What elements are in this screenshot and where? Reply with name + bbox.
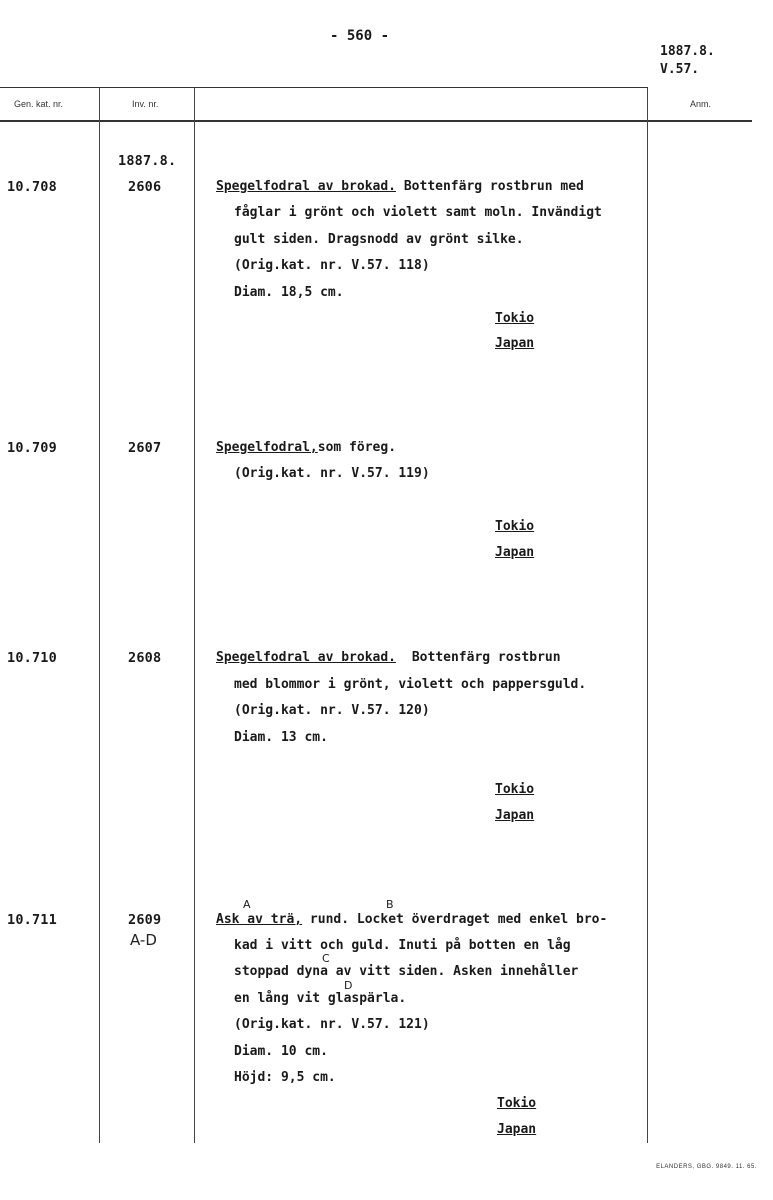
entry-text: Diam. 10 cm. <box>234 1044 328 1059</box>
page-number: - 560 - <box>330 28 390 44</box>
entry-text: (Orig.kat. nr. V.57. 121) <box>234 1017 430 1032</box>
header-bottom-rule <box>0 120 752 122</box>
place-country: Japan <box>495 545 535 560</box>
handwritten-mark: C <box>322 952 330 965</box>
entry-text: stoppad dyna av vitt siden. Asken innehåller <box>234 964 579 979</box>
entry-text: en lång vit glaspärla. <box>234 991 407 1006</box>
entry-text: Höjd: 9,5 cm. <box>234 1070 336 1085</box>
entry-text: med blommor i grönt, violett och pappersguld. <box>234 677 587 692</box>
column-header-inv: Inv. nr. <box>132 99 159 109</box>
entry-title: Spegelfodral av brokad. <box>216 650 397 665</box>
column-rule-1 <box>99 88 100 1143</box>
entry-text: gult siden. Dragsnodd av grönt silke. <box>234 232 524 247</box>
entry-text: Bottenfärg rostbrun med <box>403 179 584 194</box>
printer-imprint: ELANDERS, GBG. 9849. 11. 65. <box>656 1164 757 1170</box>
handwritten-mark: B <box>386 898 394 911</box>
place-country: Japan <box>495 336 535 351</box>
handwritten-mark: D <box>344 979 353 992</box>
group-year: 1887.8. <box>118 153 177 169</box>
reference-year: 1887.8. <box>660 44 715 59</box>
entry-text: (Orig.kat. nr. V.57. 120) <box>234 703 430 718</box>
entry-text: (Orig.kat. nr. V.57. 119) <box>234 466 430 481</box>
place-city: Tokio <box>495 782 535 797</box>
entry-text: som föreg. <box>317 440 397 455</box>
reference-code: V.57. <box>660 62 700 77</box>
gen-number: 10.710 <box>7 650 57 666</box>
place-city: Tokio <box>495 519 535 534</box>
entry-text: Diam. 13 cm. <box>234 730 328 745</box>
gen-number: 10.708 <box>7 179 57 195</box>
place-city: Tokio <box>495 311 535 326</box>
gen-number: 10.709 <box>7 440 57 456</box>
entry-title: Ask av trä, <box>216 912 303 927</box>
place-city: Tokio <box>497 1096 537 1111</box>
place-country: Japan <box>497 1122 537 1137</box>
inv-number: 2606 <box>128 179 162 195</box>
entry-text: (Orig.kat. nr. V.57. 118) <box>234 258 430 273</box>
entry-title: Spegelfodral av brokad. <box>216 179 397 194</box>
header-top-rule <box>0 87 648 88</box>
column-header-gen: Gen. kat. nr. <box>14 99 64 109</box>
column-header-anm: Anm. <box>690 99 712 109</box>
entry-text: kad i vitt och guld. Inuti på botten en låg <box>234 938 571 953</box>
entry-text: rund. Locket överdraget med enkel bro- <box>309 912 608 927</box>
gen-number: 10.711 <box>7 912 57 928</box>
handwritten-mark: A <box>243 898 251 911</box>
inv-number: 2609 <box>128 912 162 928</box>
entry-text: Diam. 18,5 cm. <box>234 285 344 300</box>
entry-text: Bottenfärg rostbrun <box>411 650 561 665</box>
place-country: Japan <box>495 808 535 823</box>
column-rule-3 <box>647 88 648 1143</box>
column-rule-2 <box>194 88 195 1143</box>
inv-number: 2608 <box>128 650 162 666</box>
entry-title: Spegelfodral, <box>216 440 318 455</box>
inv-number: 2607 <box>128 440 162 456</box>
inv-handwritten-range: A-D <box>130 931 157 949</box>
entry-text: fåglar i grönt och violett samt moln. Invändigt <box>234 205 602 220</box>
